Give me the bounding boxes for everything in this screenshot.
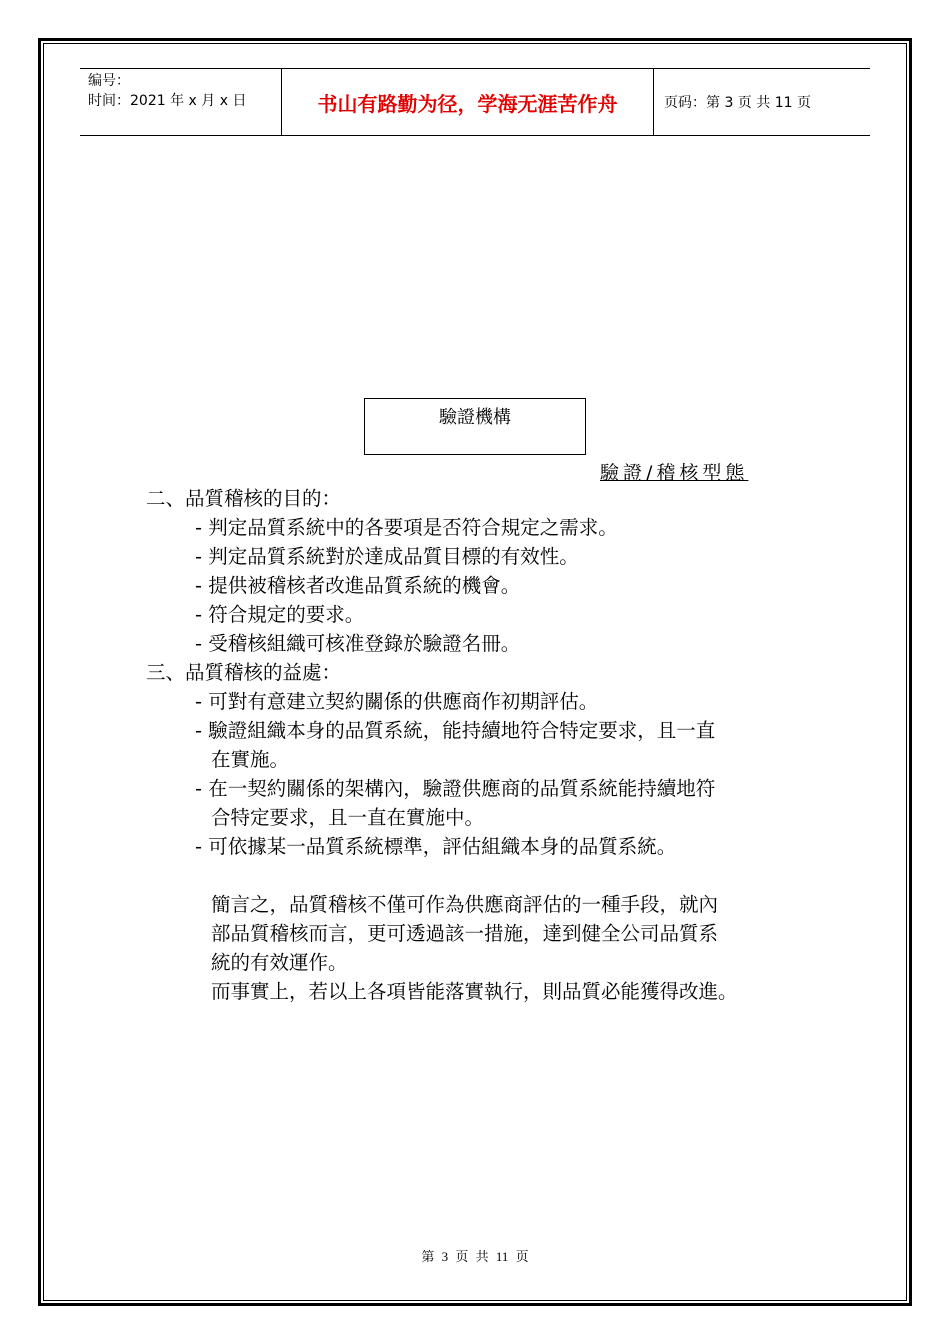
list-item: - 判定品質系統對於達成品質目標的有效性。 bbox=[195, 545, 579, 568]
audit-type-label: 驗證/稽核型態 bbox=[600, 462, 749, 484]
summary-line: 部品質稽核而言，更可透過該一措施，達到健全公司品質系 bbox=[211, 922, 719, 945]
list-item-continuation: 合特定要求，且一直在實施中。 bbox=[211, 806, 485, 829]
list-item: - 在一契約關係的架構內，驗證供應商的品質系統能持續地符 bbox=[195, 777, 716, 800]
certification-body-box bbox=[364, 398, 586, 455]
section-heading: 三、品質稽核的益處： bbox=[146, 661, 342, 684]
header-meta bbox=[80, 69, 282, 135]
time-label: 时间：2021 年 x 月 x 日 bbox=[88, 93, 247, 109]
page-footer: 第 3 页 共 11 页 bbox=[421, 1249, 529, 1264]
header-page-info: 页码：第 3 页 共 11 页 bbox=[664, 95, 811, 111]
header-motto: 书山有路勤为径，学海无涯苦作舟 bbox=[282, 69, 654, 135]
certification-body-label: 驗證機構 bbox=[439, 407, 511, 428]
summary-line: 而事實上，若以上各項皆能落實執行，則品質必能獲得改進。 bbox=[211, 980, 738, 1003]
list-item: - 可依據某一品質系統標準，評估組織本身的品質系統。 bbox=[195, 835, 677, 858]
list-item: - 符合規定的要求。 bbox=[195, 603, 365, 626]
list-item: - 判定品質系統中的各要項是否符合規定之需求。 bbox=[195, 516, 618, 539]
number-label: 编号： bbox=[88, 73, 130, 89]
summary-line: 簡言之，品質稽核不僅可作為供應商評估的一種手段，就內 bbox=[211, 893, 719, 916]
list-item: - 驗證組織本身的品質系統，能持續地符合特定要求，且一直 bbox=[195, 719, 716, 742]
document-header bbox=[80, 68, 870, 136]
list-item: - 提供被稽核者改進品質系統的機會。 bbox=[195, 574, 521, 597]
section-heading: 二、品質稽核的目的： bbox=[146, 487, 342, 510]
list-item: - 可對有意建立契約關係的供應商作初期評估。 bbox=[195, 690, 599, 713]
list-item-continuation: 在實施。 bbox=[211, 748, 290, 771]
summary-line: 統的有效運作。 bbox=[211, 951, 348, 974]
list-item: - 受稽核組織可核准登錄於驗證名冊。 bbox=[195, 632, 521, 655]
